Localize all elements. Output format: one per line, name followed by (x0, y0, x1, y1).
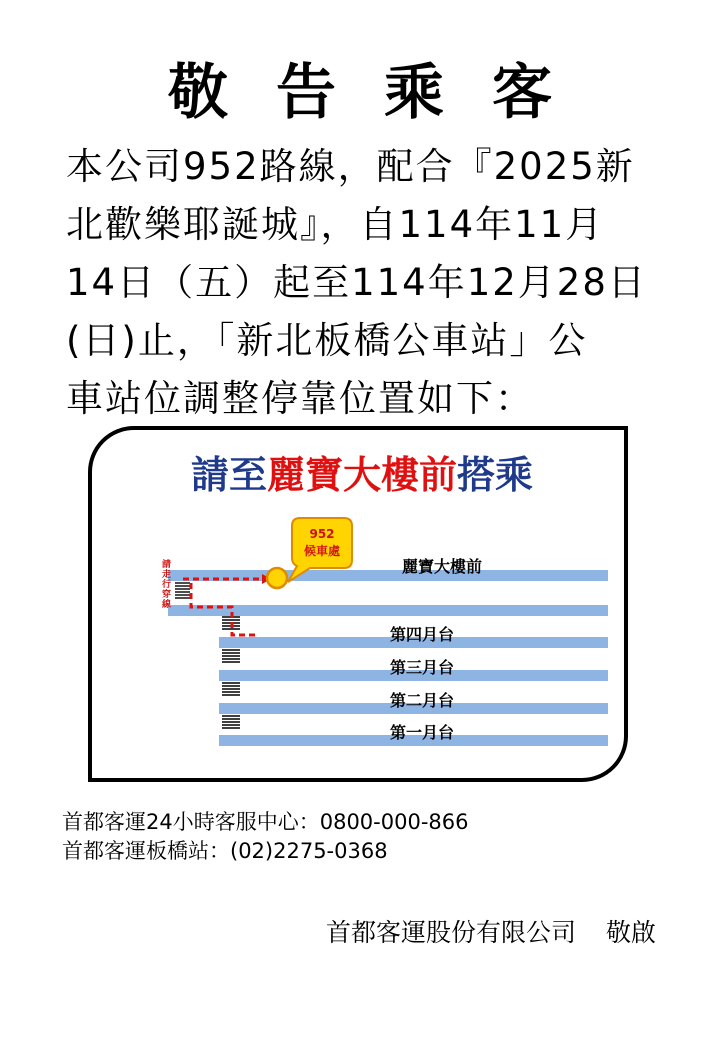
notice-body (66, 138, 666, 428)
notice-title: 敬告乘客 (168, 58, 600, 128)
platform-label: 麗寶大樓前 (401, 557, 483, 576)
map-heading (191, 453, 533, 497)
crosswalk-icon (222, 683, 240, 695)
notice-line: 本公司952路線，配合『2025新 (66, 145, 635, 188)
service-center-phone: 首都客運24小時客服中心：0800-000-866 (62, 810, 469, 834)
platform-label: 第二月台 (389, 691, 455, 710)
notice-line: (日)止，「新北板橋公車站」公 (66, 319, 588, 362)
bus-stop-marker-icon (267, 568, 287, 588)
signature (326, 913, 656, 949)
platform-label: 第四月台 (389, 625, 455, 644)
notice-line: 車站位調整停靠位置如下： (66, 377, 534, 420)
map-diagram (92, 430, 632, 786)
closing-text: 敬啟 (605, 918, 656, 947)
company-name: 首都客運股份有限公司 (325, 918, 576, 947)
crosswalk-icon (175, 583, 190, 598)
map-heading-suffix: 搭乘 (457, 453, 534, 497)
banqiao-station-phone: 首都客運板橋站：(02)2275-0368 (62, 839, 388, 863)
contact-info (62, 808, 468, 866)
map-heading-prefix: 請至 (190, 453, 267, 497)
platform-label: 第三月台 (389, 658, 455, 677)
stop-location-map (88, 426, 628, 782)
crosswalk-label: 請走行穿線 (162, 560, 172, 610)
notice-line: 北歡樂耶誕城』，自114年11月 (66, 203, 605, 246)
crosswalk-icon (222, 650, 240, 662)
map-heading-highlight: 麗寶大樓前 (266, 453, 458, 497)
notice-line: 14日（五）起至114年12月28日 (66, 261, 647, 304)
platform-label: 第一月台 (389, 723, 455, 742)
median-stripe (168, 605, 608, 616)
callout-stop-label: 候車處 (303, 544, 341, 558)
crosswalk-icon (222, 716, 240, 728)
callout-route-number: 952 (309, 527, 335, 541)
